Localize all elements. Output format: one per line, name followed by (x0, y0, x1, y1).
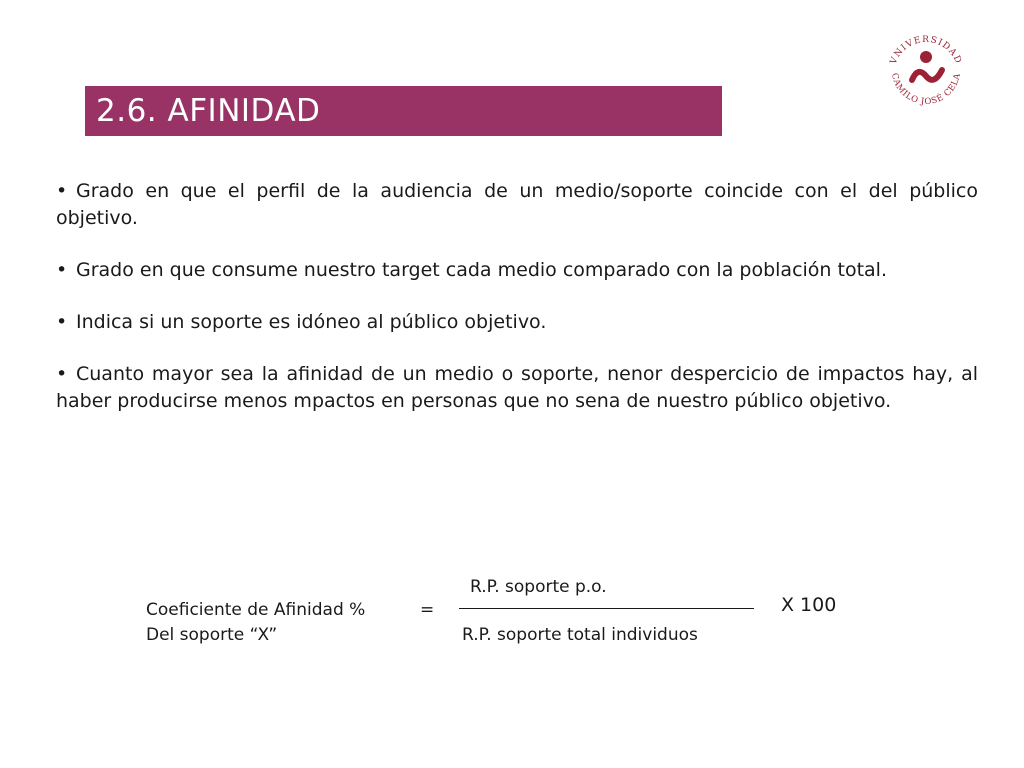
formula-label-line1: Coeficiente de Afinidad % (146, 600, 366, 620)
bullet-marker: • (56, 363, 68, 385)
bullet-text: Grado en que consume nuestro target cada medio comparado con la población total. (76, 259, 887, 281)
bullet-item-2 (56, 257, 978, 284)
bullet-marker: • (56, 259, 68, 281)
formula-numerator: R.P. soporte p.o. (470, 577, 607, 597)
formula-label-line2: Del soporte “X” (146, 625, 278, 645)
bullet-list (56, 178, 978, 440)
logo-text-bottom: CAMILO JOSÉ CELA (889, 72, 963, 108)
bullet-marker: • (56, 311, 68, 333)
logo-dot (920, 51, 932, 63)
bullet-item-3 (56, 309, 978, 336)
bullet-text: Cuanto mayor sea la afinidad de un medio o soporte, nenor despercicio de impactos hay, al haber producirse menos mpactos en personas que no sena de nuestro público objetivo. (56, 363, 978, 412)
bullet-text: Indica si un soporte es idóneo al público objetivo. (76, 311, 547, 333)
logo-text-top: VNIVERSIDAD (888, 34, 964, 66)
logo-tilde (912, 70, 942, 80)
bullet-marker: • (56, 180, 68, 202)
university-logo (884, 30, 968, 114)
page-title: 2.6. AFINIDAD (96, 93, 321, 129)
formula-multiplier: X 100 (781, 594, 837, 616)
title-bar (85, 86, 722, 136)
bullet-item-1 (56, 178, 978, 232)
bullet-item-4 (56, 361, 978, 415)
fraction-line (459, 608, 754, 609)
formula-equals: = (420, 600, 435, 620)
formula-denominator: R.P. soporte total individuos (462, 625, 698, 645)
bullet-text: Grado en que el perfil de la audiencia de un medio/soporte coincide con el del público objetivo. (56, 180, 978, 229)
